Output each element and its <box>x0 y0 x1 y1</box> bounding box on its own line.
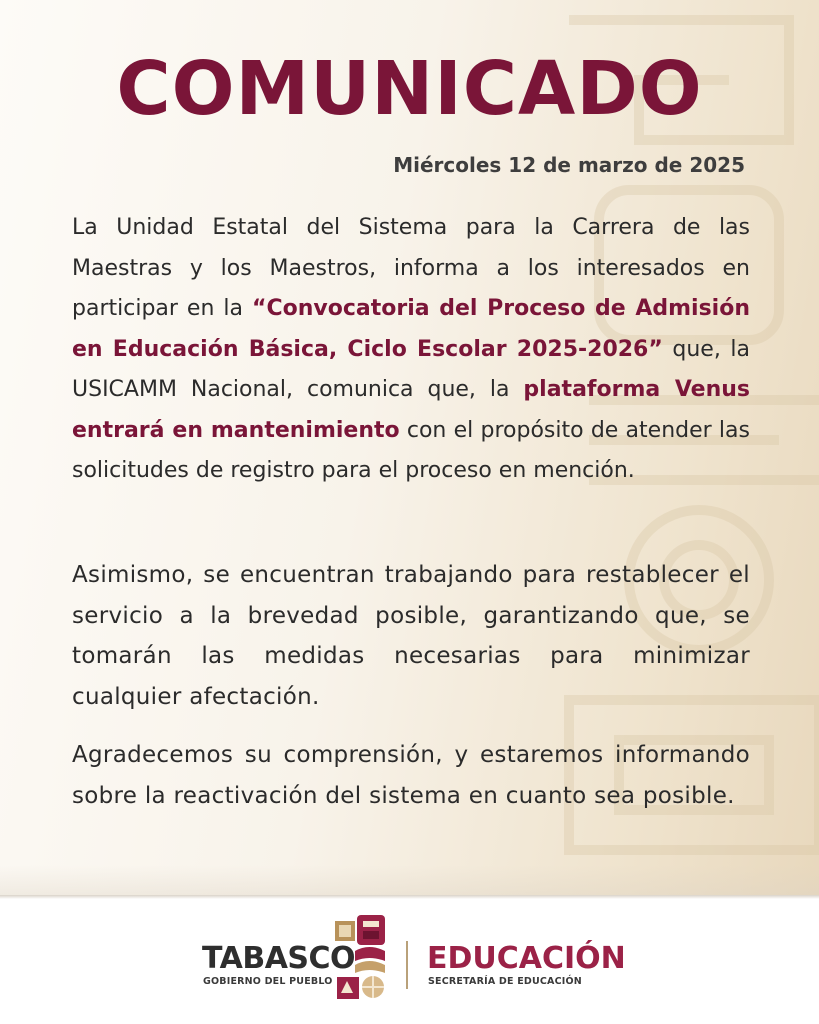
footer <box>0 895 819 1024</box>
paragraph-announcement <box>72 208 750 492</box>
page-title: COMUNICADO <box>116 46 703 132</box>
paragraph1-text-c: con el propósito de atender las solicitudes de registro para el proceso en mención. <box>72 417 750 483</box>
footer-top-border <box>0 895 819 899</box>
panel-bottom-shade <box>0 865 819 895</box>
paragraph-service-restore: Asimismo, se encuentran trabajando para restablecer el servicio a la brevedad posible, garantizando que, se tomarán las medidas necesarias para minimizar cualquier afectación. <box>72 562 750 710</box>
paragraph1-text-a: La Unidad Estatal del Sistema para la Carrera de las Maestras y los Maestros, informa a los interesados en participar en la <box>72 215 750 321</box>
paragraph-thanks: Agradecemos su comprensión, y estaremos informando sobre la reactivación del sistema en cuanto sea posible. <box>72 742 750 809</box>
educacion-logo-subtitle: SECRETARÍA DE EDUCACIÓN <box>428 976 582 987</box>
tabasco-logo-text: TABASCO <box>202 941 356 976</box>
paragraph1-text-b: que, la USICAMM Nacional, comunica que, la <box>72 336 750 402</box>
tabasco-logo-subtitle: GOBIERNO DEL PUEBLO <box>203 976 333 987</box>
maintenance-highlight: plataforma Venus entrará en mantenimiento <box>72 377 751 443</box>
convocatoria-highlight: “Convocatoria del Proceso de Admisión en Educación Básica, Ciclo Escolar 2025-2026” <box>72 296 750 362</box>
tabasco-emblem-icon <box>333 913 389 1003</box>
educacion-logo-text: EDUCACIÓN <box>427 941 626 976</box>
logo-divider <box>406 941 408 989</box>
date-label: Miércoles 12 de marzo de 2025 <box>393 153 745 177</box>
